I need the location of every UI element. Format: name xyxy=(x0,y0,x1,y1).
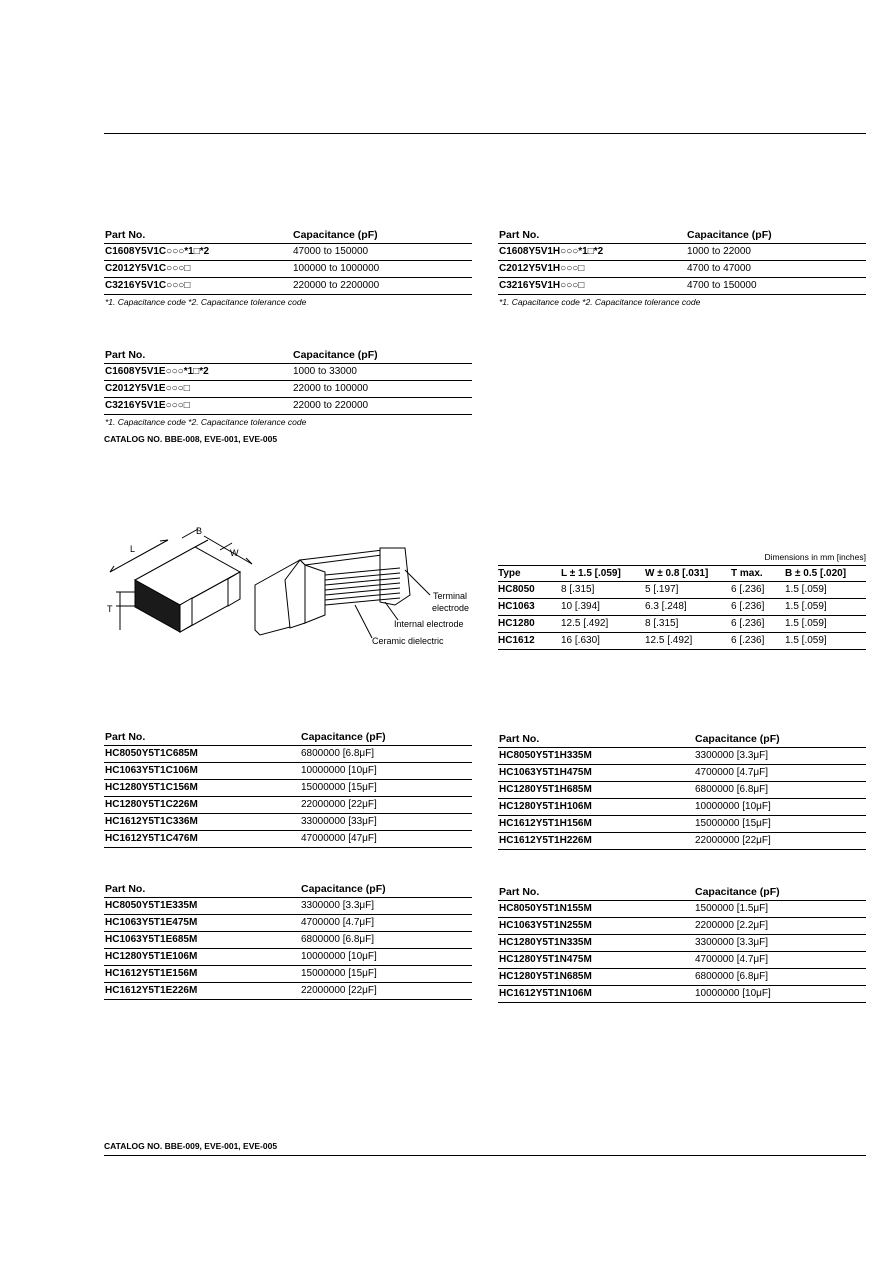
table-header xyxy=(498,733,866,748)
table-row xyxy=(498,599,866,616)
part-no: C1608Y5V1E○○○*1□*2 xyxy=(105,366,209,377)
part-no: HC1063Y5T1N255M xyxy=(499,920,592,931)
part-no: HC1280Y5T1C156M xyxy=(105,782,198,793)
table-row xyxy=(104,831,472,848)
part-no: HC1612Y5T1H156M xyxy=(499,818,592,829)
table-row xyxy=(104,780,472,797)
dim-t: 6 [.236] xyxy=(731,635,765,646)
header-part-no: Part No. xyxy=(105,349,146,361)
table-row xyxy=(498,969,866,986)
label-terminal-electrode: electrode xyxy=(432,603,470,613)
dim-header-type: Type xyxy=(498,568,521,579)
capacitance: 10000000 [10μF] xyxy=(695,801,771,812)
capacitance: 3300000 [3.3μF] xyxy=(301,900,375,911)
capacitance: 3300000 [3.3μF] xyxy=(695,937,769,948)
table-row xyxy=(104,763,472,780)
header-part-no: Part No. xyxy=(499,886,540,898)
capacitance: 220000 to 2200000 xyxy=(293,280,380,291)
label-b: B xyxy=(196,526,203,536)
table-row xyxy=(498,261,866,278)
table-footnote: *1. Capacitance code *2. Capacitance tolerance code xyxy=(105,417,307,427)
capacitance: 1000 to 22000 xyxy=(687,246,751,257)
part-no: HC1280Y5T1H106M xyxy=(499,801,592,812)
dim-header-b: B ± 0.5 [.020] xyxy=(785,568,847,579)
capacitance: 1000 to 33000 xyxy=(293,366,357,377)
dim-t: 6 [.236] xyxy=(731,584,765,595)
table-header xyxy=(104,229,472,244)
part-no: C2012Y5V1H○○○□ xyxy=(499,263,585,274)
dim-l: 8 [.315] xyxy=(561,584,595,595)
label-t: T xyxy=(107,604,113,614)
part-no: HC1612Y5T1E156M xyxy=(105,968,198,979)
part-no: HC1612Y5T1C336M xyxy=(105,816,198,827)
table-row xyxy=(104,398,472,415)
dim-header-t: T max. xyxy=(731,568,763,579)
capacitance: 6800000 [6.8μF] xyxy=(301,934,375,945)
table-row xyxy=(104,244,472,261)
capacitance: 4700000 [4.7μF] xyxy=(695,767,769,778)
table-row xyxy=(104,915,472,932)
part-no: HC1612Y5T1N106M xyxy=(499,988,592,999)
dim-w: 6.3 [.248] xyxy=(645,601,687,612)
header-part-no: Part No. xyxy=(105,883,146,895)
table-row xyxy=(498,901,866,918)
dimensions-caption: Dimensions in mm [inches] xyxy=(764,552,866,562)
part-no: HC1280Y5T1N475M xyxy=(499,954,592,965)
table-row xyxy=(498,748,866,765)
header-part-no: Part No. xyxy=(499,229,540,241)
dim-header-w: W ± 0.8 [.031] xyxy=(645,568,709,579)
capacitance: 4700 to 150000 xyxy=(687,280,757,291)
capacitance: 15000000 [15μF] xyxy=(301,782,377,793)
catalog-number-top: CATALOG NO. BBE-008, EVE-001, EVE-005 xyxy=(104,434,278,444)
header-part-no: Part No. xyxy=(105,229,146,241)
part-no: HC1280Y5T1E106M xyxy=(105,951,198,962)
part-no: HC1612Y5T1H226M xyxy=(499,835,592,846)
table-row xyxy=(498,833,866,850)
dim-header-l: L ± 1.5 [.059] xyxy=(561,568,621,579)
table-y5v-1h xyxy=(498,229,866,307)
capacitance: 15000000 [15μF] xyxy=(695,818,771,829)
part-no: HC1280Y5T1H685M xyxy=(499,784,592,795)
dim-t: 6 [.236] xyxy=(731,618,765,629)
table-hc-1h xyxy=(498,733,866,850)
header-capacitance: Capacitance (pF) xyxy=(687,229,772,241)
part-no: C3216Y5V1C○○○□ xyxy=(105,280,191,291)
table-row xyxy=(498,986,866,1003)
header-capacitance: Capacitance (pF) xyxy=(301,883,386,895)
table-row xyxy=(498,935,866,952)
dim-type: HC8050 xyxy=(498,584,535,595)
dim-w: 8 [.315] xyxy=(645,618,679,629)
dim-w: 12.5 [.492] xyxy=(645,635,693,646)
capacitance: 22000000 [22μF] xyxy=(301,799,377,810)
part-no: C2012Y5V1E○○○□ xyxy=(105,383,190,394)
capacitance: 10000000 [10μF] xyxy=(695,988,771,999)
part-no: HC1612Y5T1E226M xyxy=(105,985,198,996)
header-part-no: Part No. xyxy=(105,731,146,743)
catalog-number-bottom: CATALOG NO. BBE-009, EVE-001, EVE-005 xyxy=(104,1141,278,1151)
header-capacitance: Capacitance (pF) xyxy=(293,229,378,241)
part-no: C1608Y5V1C○○○*1□*2 xyxy=(105,246,210,257)
dim-l: 16 [.630] xyxy=(561,635,600,646)
part-no: C3216Y5V1H○○○□ xyxy=(499,280,585,291)
table-hc-1e xyxy=(104,883,472,1000)
dimensions-header xyxy=(498,565,866,582)
table-footnote: *1. Capacitance code *2. Capacitance tolerance code xyxy=(105,297,307,307)
table-header xyxy=(498,886,866,901)
header-capacitance: Capacitance (pF) xyxy=(293,349,378,361)
dimensions-table xyxy=(498,552,866,650)
table-row xyxy=(498,799,866,816)
part-no: HC8050Y5T1C685M xyxy=(105,748,198,759)
capacitance: 22000000 [22μF] xyxy=(301,985,377,996)
part-no: HC1063Y5T1C106M xyxy=(105,765,198,776)
table-row xyxy=(104,261,472,278)
part-no: HC1063Y5T1E685M xyxy=(105,934,198,945)
part-no: HC1280Y5T1C226M xyxy=(105,799,198,810)
table-row xyxy=(104,797,472,814)
dim-w: 5 [.197] xyxy=(645,584,679,595)
table-hc-1n xyxy=(498,886,866,1003)
table-row xyxy=(498,816,866,833)
header-part-no: Part No. xyxy=(499,733,540,745)
table-row xyxy=(498,765,866,782)
part-no: HC8050Y5T1E335M xyxy=(105,900,198,911)
dim-l: 12.5 [.492] xyxy=(561,618,609,629)
part-no: HC1063Y5T1E475M xyxy=(105,917,198,928)
dim-type: HC1612 xyxy=(498,635,535,646)
part-no: C1608Y5V1H○○○*1□*2 xyxy=(499,246,604,257)
capacitance: 15000000 [15μF] xyxy=(301,968,377,979)
table-row xyxy=(498,616,866,633)
table-row xyxy=(104,381,472,398)
table-row xyxy=(104,966,472,983)
top-rule xyxy=(104,133,866,134)
capacitance: 47000000 [47μF] xyxy=(301,833,377,844)
capacitance: 4700000 [4.7μF] xyxy=(301,917,375,928)
dim-b: 1.5 [.059] xyxy=(785,584,827,595)
table-header xyxy=(498,229,866,244)
table-row xyxy=(104,898,472,915)
capacitance: 47000 to 150000 xyxy=(293,246,369,257)
capacitance: 6800000 [6.8μF] xyxy=(695,971,769,982)
header-capacitance: Capacitance (pF) xyxy=(301,731,386,743)
table-row xyxy=(498,952,866,969)
capacitance: 10000000 [10μF] xyxy=(301,951,377,962)
table-y5v-1e xyxy=(104,349,472,427)
table-row xyxy=(498,278,866,295)
capacitance: 1500000 [1.5μF] xyxy=(695,903,769,914)
capacitance: 22000 to 220000 xyxy=(293,400,369,411)
dim-type: HC1280 xyxy=(498,618,535,629)
table-row xyxy=(498,918,866,935)
capacitance: 100000 to 1000000 xyxy=(293,263,380,274)
table-row xyxy=(498,244,866,261)
table-row xyxy=(498,782,866,799)
table-row xyxy=(104,949,472,966)
table-hc-1c xyxy=(104,731,472,848)
part-no: C3216Y5V1E○○○□ xyxy=(105,400,190,411)
capacitance: 10000000 [10μF] xyxy=(301,765,377,776)
capacitance: 4700 to 47000 xyxy=(687,263,751,274)
dim-b: 1.5 [.059] xyxy=(785,618,827,629)
bottom-rule xyxy=(104,1155,866,1156)
table-header xyxy=(104,883,472,898)
part-no: C2012Y5V1C○○○□ xyxy=(105,263,191,274)
table-row xyxy=(104,746,472,763)
dim-t: 6 [.236] xyxy=(731,601,765,612)
capacitance: 6800000 [6.8μF] xyxy=(695,784,769,795)
table-header xyxy=(104,349,472,364)
capacitance: 22000 to 100000 xyxy=(293,383,369,394)
capacitance: 6800000 [6.8μF] xyxy=(301,748,375,759)
part-no: HC1063Y5T1H475M xyxy=(499,767,592,778)
capacitance: 22000000 [22μF] xyxy=(695,835,771,846)
part-no: HC8050Y5T1H335M xyxy=(499,750,592,761)
dim-type: HC1063 xyxy=(498,601,535,612)
part-no: HC1280Y5T1N685M xyxy=(499,971,592,982)
dim-b: 1.5 [.059] xyxy=(785,635,827,646)
capacitance: 4700000 [4.7μF] xyxy=(695,954,769,965)
table-y5v-1c xyxy=(104,229,472,307)
table-row xyxy=(498,582,866,599)
table-header xyxy=(104,731,472,746)
table-row xyxy=(104,364,472,381)
table-row xyxy=(104,932,472,949)
dim-l: 10 [.394] xyxy=(561,601,600,612)
part-no: HC1612Y5T1C476M xyxy=(105,833,198,844)
table-row xyxy=(104,814,472,831)
label-ceramic-dielectric: Ceramic dielectric xyxy=(372,636,444,646)
part-no: HC1280Y5T1N335M xyxy=(499,937,592,948)
label-internal-electrode: Internal electrode xyxy=(394,619,464,629)
capacitance: 2200000 [2.2μF] xyxy=(695,920,769,931)
label-terminal: Terminal xyxy=(433,591,468,601)
label-l: L xyxy=(130,544,136,554)
header-capacitance: Capacitance (pF) xyxy=(695,886,780,898)
capacitor-figure xyxy=(100,520,480,660)
label-w: W xyxy=(230,548,239,558)
table-row xyxy=(104,278,472,295)
part-no: HC8050Y5T1N155M xyxy=(499,903,592,914)
header-capacitance: Capacitance (pF) xyxy=(695,733,780,745)
table-footnote: *1. Capacitance code *2. Capacitance tolerance code xyxy=(499,297,701,307)
capacitance: 33000000 [33μF] xyxy=(301,816,377,827)
table-row xyxy=(498,633,866,650)
table-row xyxy=(104,983,472,1000)
dim-b: 1.5 [.059] xyxy=(785,601,827,612)
capacitance: 3300000 [3.3μF] xyxy=(695,750,769,761)
